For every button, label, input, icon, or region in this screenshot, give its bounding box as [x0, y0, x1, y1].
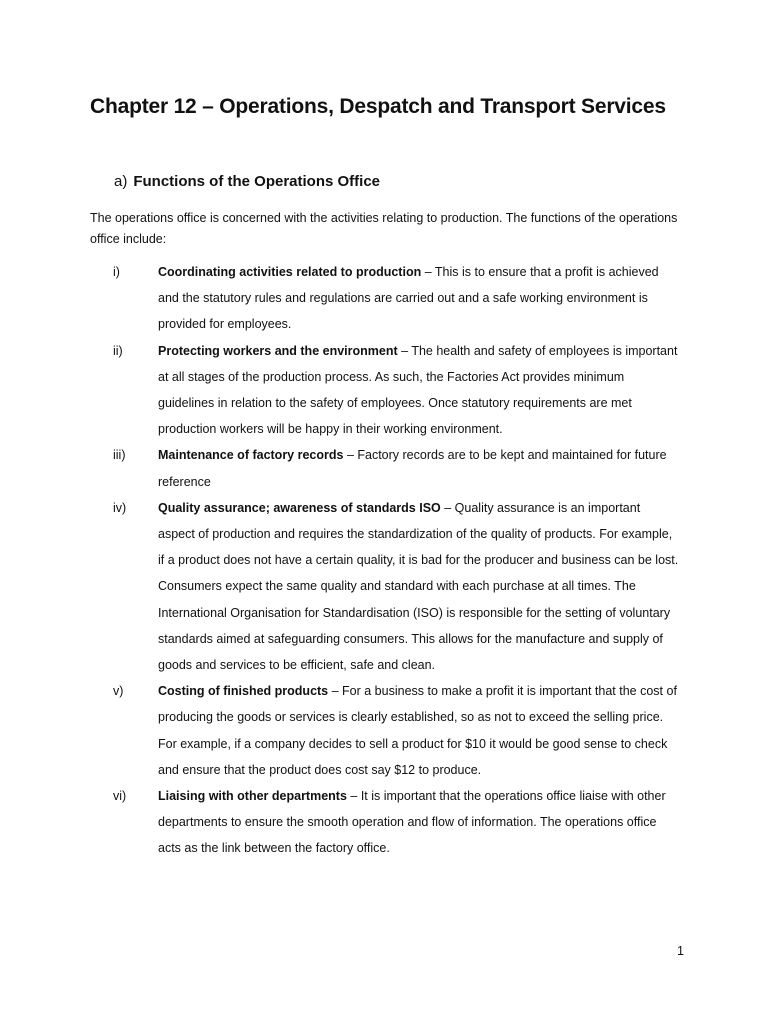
list-item-numeral: iii) — [113, 448, 126, 463]
list-item-body — [158, 259, 680, 338]
list-item-term: Costing of finished products — [158, 684, 329, 699]
chapter-title: Chapter 12 – Operations, Despatch and Transport Services — [90, 95, 666, 118]
list-item-body — [158, 783, 680, 862]
list-item-term: Maintenance of factory records — [158, 448, 344, 463]
list-item-numeral: iv) — [113, 500, 127, 515]
section-letter: a) — [114, 173, 128, 190]
list-item-numeral: i) — [113, 265, 120, 279]
intro-paragraph: The operations office is concerned with the activities relating to production. The functions of the operations office include: — [90, 211, 678, 246]
list-item-body — [158, 442, 680, 494]
list-item-term: Coordinating activities related to production — [158, 265, 422, 279]
list-item-term: Liaising with other departments — [158, 789, 347, 804]
list-item-numeral: ii) — [113, 343, 123, 358]
list-item — [0, 783, 768, 862]
list-item-text: – The health and safety of employees is important at all stages of the production process. As such, the Factories Act provides minimum guidelines in relation to the safety of employees. Once statutory requirements are met production workers will be happy in their working environment. — [158, 343, 678, 437]
list-item — [0, 338, 768, 443]
list-item-numeral: v) — [113, 684, 124, 699]
list-item — [0, 495, 768, 678]
list-item-numeral: vi) — [113, 789, 127, 804]
list-item-term: Quality assurance; awareness of standards ISO — [158, 500, 441, 515]
list-item-body — [158, 338, 680, 443]
list-item-text: – Quality assurance is an important aspect of production and requires the standardization of the quality of products. For example, if a product does not have a certain quality, it is bad for the producer and business can be lost. Consumers expect the same quality and standard with each purchase at all times. The International Organisation for Standardisation (ISO) is responsible for the setting of voluntary standards aimed at safeguarding consumers. This allows for the manufacture and supply of goods and services to be efficient, safe and clean. — [158, 500, 679, 673]
functions-list — [0, 259, 768, 862]
list-item — [0, 678, 768, 783]
list-item-text: – This is to ensure that a profit is achieved and the statutory rules and regulations are carried out and a safe working environment is provided for employees. — [158, 265, 659, 332]
list-item-text: – Factory records are to be kept and maintained for future reference — [158, 448, 667, 489]
page-number: 1 — [677, 944, 684, 958]
section-heading — [114, 170, 714, 194]
list-item-text: – It is important that the operations office liaise with other departments to ensure the smooth operation and flow of information. The operations office acts as the link between the factory office. — [158, 789, 666, 856]
list-item-text: – For a business to make a profit it is important that the cost of producing the goods or services is clearly established, so as not to exceed the selling price. For example, if a company decides to sell a product for $10 it would be good sense to check and ensure that the product does cost say $12 to produce. — [158, 684, 677, 777]
list-item-body — [158, 678, 680, 783]
section-heading-text: Functions of the Operations Office — [133, 173, 381, 190]
list-item — [0, 442, 768, 494]
list-item — [0, 259, 768, 338]
list-item-term: Protecting workers and the environment — [158, 343, 398, 358]
list-item-body — [158, 495, 680, 678]
